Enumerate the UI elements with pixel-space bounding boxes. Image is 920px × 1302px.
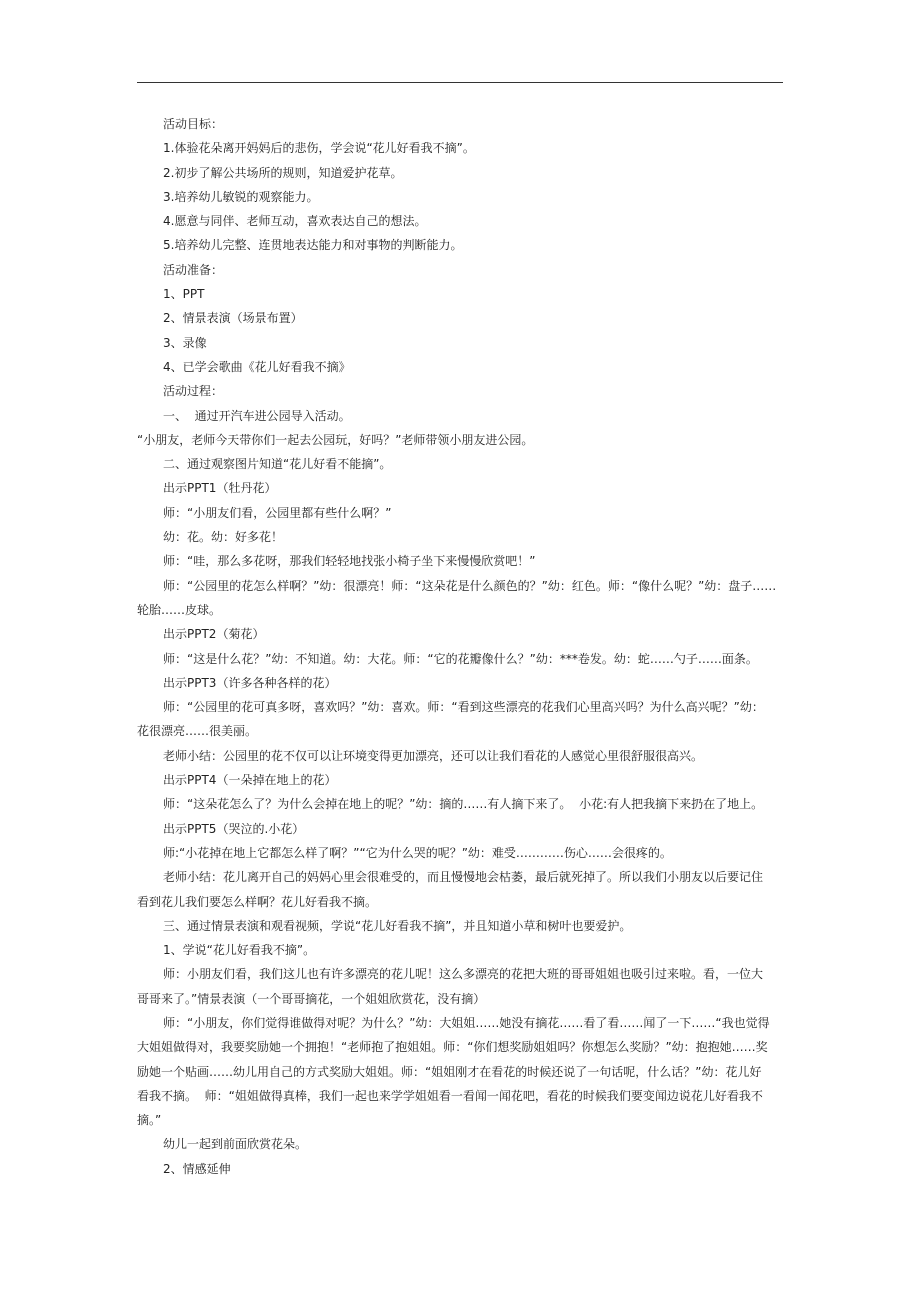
text-line: 轮胎……皮球。 <box>137 602 222 617</box>
text-line: 二、通过观察图片知道“花儿好看不能摘”。 <box>163 457 392 472</box>
text-line: 看我不摘。 师：“姐姐做得真棒，我们一起也来学学姐姐看一看闻一闻花吧，看花的时候我们要变闻边说花儿好看我不 <box>137 1088 763 1103</box>
text-line: 师：“小朋友们看，公园里都有些什么啊？” <box>163 505 392 520</box>
header-rule <box>137 82 783 83</box>
text-line: 老师小结：公园里的花不仅可以让环境变得更加漂亮，还可以让我们看花的人感觉心里很舒服很高兴。 <box>163 748 704 763</box>
text-line: 5.培养幼儿完整、连贯地表达能力和对事物的判断能力。 <box>163 238 463 253</box>
text-line: 励她一个贴画……幼儿用自己的方式奖励大姐姐。师：“姐姐刚才在看花的时候还说了一句话呢，什么话？”幼：花儿好 <box>137 1064 762 1079</box>
text-line: 老师小结：花儿离开自己的妈妈心里会很难受的，而且慢慢地会枯萎，最后就死掉了。所以我们小朋友以后要记住 <box>163 870 764 885</box>
text-line: 师：“小朋友，你们觉得谁做得对呢？为什么？”幼：大姐姐……她没有摘花……看了看……闻了一下……“我也觉得 <box>163 1015 770 1030</box>
text-line: 1、PPT <box>163 287 205 302</box>
text-line: 2.初步了解公共场所的规则，知道爱护花草。 <box>163 165 403 180</box>
text-line: 1.体验花朵离开妈妈后的悲伤，学会说“花儿好看我不摘”。 <box>163 141 475 156</box>
text-line: 活动目标： <box>163 117 224 131</box>
document-body <box>137 112 783 1181</box>
text-line: 三、通过情景表演和观看视频，学说“花儿好看我不摘”，并且知道小草和树叶也要爱护。 <box>163 918 632 933</box>
text-line: 大姐姐做得对，我要奖励她一个拥抱！“老师抱了抱姐姐。师：“你们想奖励姐姐吗？你想怎么奖励？”幼：抱抱她……奖 <box>137 1040 768 1055</box>
text-line: 活动准备： <box>163 262 224 277</box>
text-line: 活动过程： <box>163 384 224 399</box>
text-line: 出示PPT1（牡丹花） <box>163 481 277 496</box>
text-line: 一、 通过开汽车进公园导入活动。 <box>163 408 351 423</box>
text-line: 师：“公园里的花可真多呀，喜欢吗？”幼：喜欢。师：“看到这些漂亮的花我们心里高兴吗？为什么高兴呢？”幼： <box>163 700 764 715</box>
text-line: 出示PPT5（哭泣的.小花） <box>163 821 305 836</box>
text-line: 师：“公园里的花怎么样啊？”幼：很漂亮！师：“这朵花是什么颜色的？”幼：红色。师：“像什么呢？”幼：盘子…… <box>163 578 777 593</box>
text-line: 出示PPT4（一朵掉在地上的花） <box>163 773 337 788</box>
text-line: 哥哥来了。”情景表演（一个哥哥摘花，一个姐姐欣赏花，没有摘） <box>137 991 486 1006</box>
text-line: 看到花儿我们要怎么样啊？花儿好看我不摘。 <box>137 894 378 909</box>
text-line: 幼儿一起到前面欣赏花朵。 <box>163 1137 308 1152</box>
text-line: 出示PPT2（菊花） <box>163 627 265 642</box>
text-line: 4、已学会歌曲《花儿好看我不摘》 <box>163 359 351 374</box>
text-line: 师：小朋友们看，我们这儿也有许多漂亮的花儿呢！这么多漂亮的花把大班的哥哥姐姐也吸引过来啦。看，一位大 <box>163 967 764 982</box>
text-line: 4.愿意与同伴、老师互动，喜欢表达自己的想法。 <box>163 214 427 229</box>
text-line: 师：“这是什么花？”幼：不知道。幼：大花。师：“它的花瓣像什么？”幼：***卷发。幼：蛇……勺子……面条。 <box>163 651 758 666</box>
text-line: 摘。” <box>137 1113 162 1128</box>
text-line: 花很漂亮……很美丽。 <box>137 724 258 739</box>
text-line: 师：“这朵花怎么了？为什么会掉在地上的呢？”幼：摘的……有人摘下来了。 小花:有人把我摘下来扔在了地上。 <box>163 797 764 812</box>
text-line: 3、录像 <box>163 335 207 350</box>
text-line: 幼：花。幼：好多花！ <box>163 530 284 545</box>
text-line: 1、学说“花儿好看我不摘”。 <box>163 943 316 958</box>
text-line: 2、情感延伸 <box>163 1161 231 1176</box>
text-line: 3.培养幼儿敏锐的观察能力。 <box>163 189 319 204</box>
text-line: 师：“哇，那么多花呀，那我们轻轻地找张小椅子坐下来慢慢欣赏吧！” <box>163 554 536 569</box>
text-line: 出示PPT3（许多各种各样的花） <box>163 675 337 690</box>
text-line: 2、情景表演（场景布置） <box>163 311 303 326</box>
text-line: 师:“小花掉在地上它都怎么样了啊？”“它为什么哭的呢？”幼：难受…………伤心……会很疼的。 <box>163 845 672 860</box>
text-line: “小朋友，老师今天带你们一起去公园玩，好吗？”老师带领小朋友进公园。 <box>137 432 534 447</box>
